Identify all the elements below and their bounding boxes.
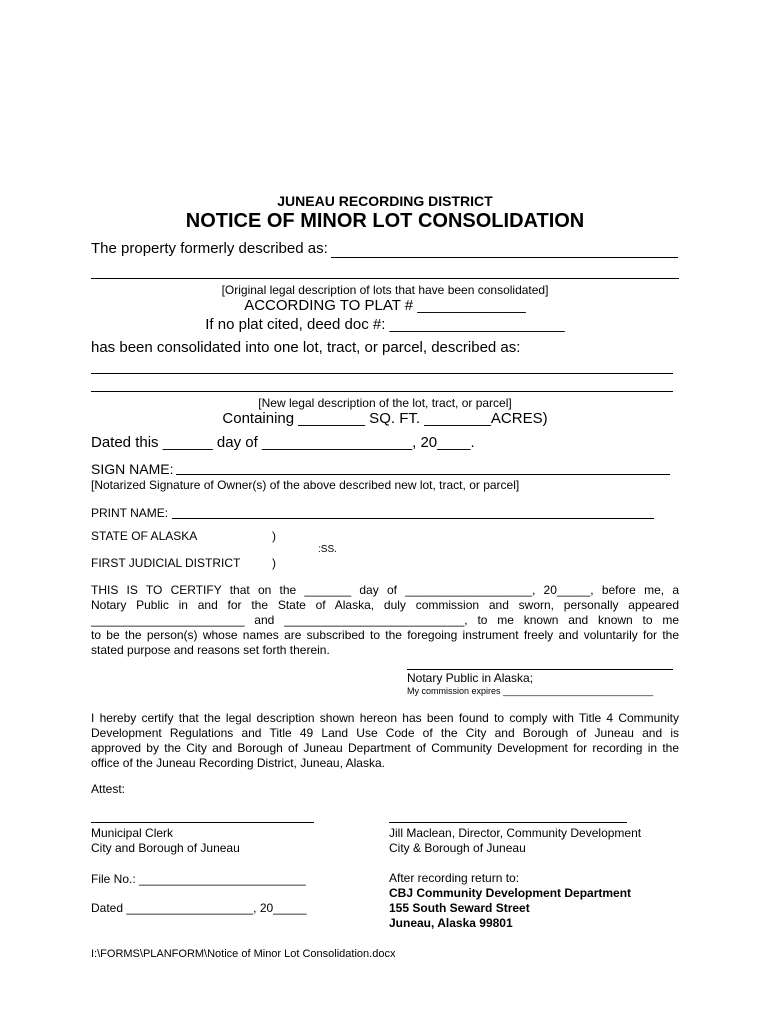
formerly-described-field[interactable]	[331, 257, 678, 258]
director-signature-field[interactable]	[389, 822, 627, 823]
certification-line-2: Development Regulations and Title 49 Land Use Code of the City and Borough of Juneau and is	[91, 726, 679, 740]
print-name-label: PRINT NAME:	[91, 506, 169, 520]
director-title: Jill Maclean, Director, Community Development	[389, 826, 642, 840]
commission-expires-label: My commission expires ______________________________	[407, 686, 654, 696]
formerly-described-label: The property formerly described as:	[91, 240, 328, 257]
certify-paragraph	[91, 583, 679, 658]
document-title: NOTICE OF MINOR LOT CONSOLIDATION	[185, 210, 585, 232]
clerk-signature-field[interactable]	[91, 822, 314, 823]
dated-this-label: Dated this ______ day of __________________, 20____.	[91, 434, 475, 451]
return-to-label: After recording return to:	[389, 871, 520, 885]
state-label: STATE OF ALASKA	[91, 529, 198, 543]
certify-line-1: THIS IS TO CERTIFY that on the _______ day of ___________________, 20_____, before me, a	[91, 583, 679, 597]
consolidated-label: has been consolidated into one lot, tract, or parcel, described as:	[91, 339, 521, 356]
return-street: 155 South Seward Street	[389, 901, 530, 915]
plat-number-label: ACCORDING TO PLAT # _____________	[244, 297, 526, 314]
certification-paragraph	[91, 711, 679, 771]
dated-field: Dated ___________________, 20_____	[91, 901, 307, 915]
paren-1: )	[272, 529, 276, 543]
clerk-title: Municipal Clerk	[91, 826, 174, 840]
containing-label: Containing ________ SQ. FT. ________ACRES)	[222, 410, 548, 427]
certify-line-2: Notary Public in and for the State of Alaska, duly commission and sworn, personally appeared	[91, 598, 679, 612]
clerk-org: City and Borough of Juneau	[91, 841, 240, 855]
certify-line-4: to be the person(s) whose names are subscribed to the foregoing instrument freely and voluntarily for the	[91, 628, 679, 642]
certification-line-4: office of the Juneau Recording District, Juneau, Alaska.	[91, 756, 385, 770]
attest-label: Attest:	[91, 782, 126, 796]
notary-public-label: Notary Public in Alaska;	[407, 671, 534, 685]
certify-line-3: _______________________ and ___________________________, to me known and known to me	[91, 613, 679, 627]
new-description-caption: [New legal description of the lot, tract, or parcel]	[258, 396, 512, 410]
original-description-caption: [Original legal description of lots that have been consolidated]	[221, 283, 549, 297]
original-description-field[interactable]	[91, 278, 679, 279]
new-description-field-2[interactable]	[91, 391, 673, 392]
judicial-district-label: FIRST JUDICIAL DISTRICT	[91, 556, 241, 570]
certification-line-3: approved by the City and Borough of Juneau Department of Community Development for recording in the	[91, 741, 679, 755]
paren-2: )	[272, 556, 276, 570]
sign-caption: [Notarized Signature of Owner(s) of the above described new lot, tract, or parcel]	[91, 478, 520, 492]
file-number-field: File No.: _________________________	[91, 872, 306, 886]
new-description-field-1[interactable]	[91, 373, 673, 374]
notary-signature-field[interactable]	[407, 669, 673, 670]
deed-doc-label: If no plat cited, deed doc #: _____________________	[205, 316, 565, 333]
sign-name-label: SIGN NAME:	[91, 461, 174, 477]
certify-line-5: stated purpose and reasons set forth therein.	[91, 643, 330, 657]
return-city: Juneau, Alaska 99801	[389, 916, 513, 930]
return-department: CBJ Community Development Department	[389, 886, 632, 900]
recording-district-heading: JUNEAU RECORDING DISTRICT	[277, 193, 493, 209]
sign-name-field[interactable]	[176, 474, 670, 475]
print-name-field[interactable]	[172, 518, 654, 519]
director-org: City & Borough of Juneau	[389, 841, 526, 855]
ss-label: :SS.	[318, 544, 337, 555]
file-path-footer: I:\FORMS\PLANFORM\Notice of Minor Lot Consolidation.docx	[91, 948, 396, 960]
certification-line-1: I hereby certify that the legal description shown hereon has been found to comply with Title 4 Community	[91, 711, 679, 725]
